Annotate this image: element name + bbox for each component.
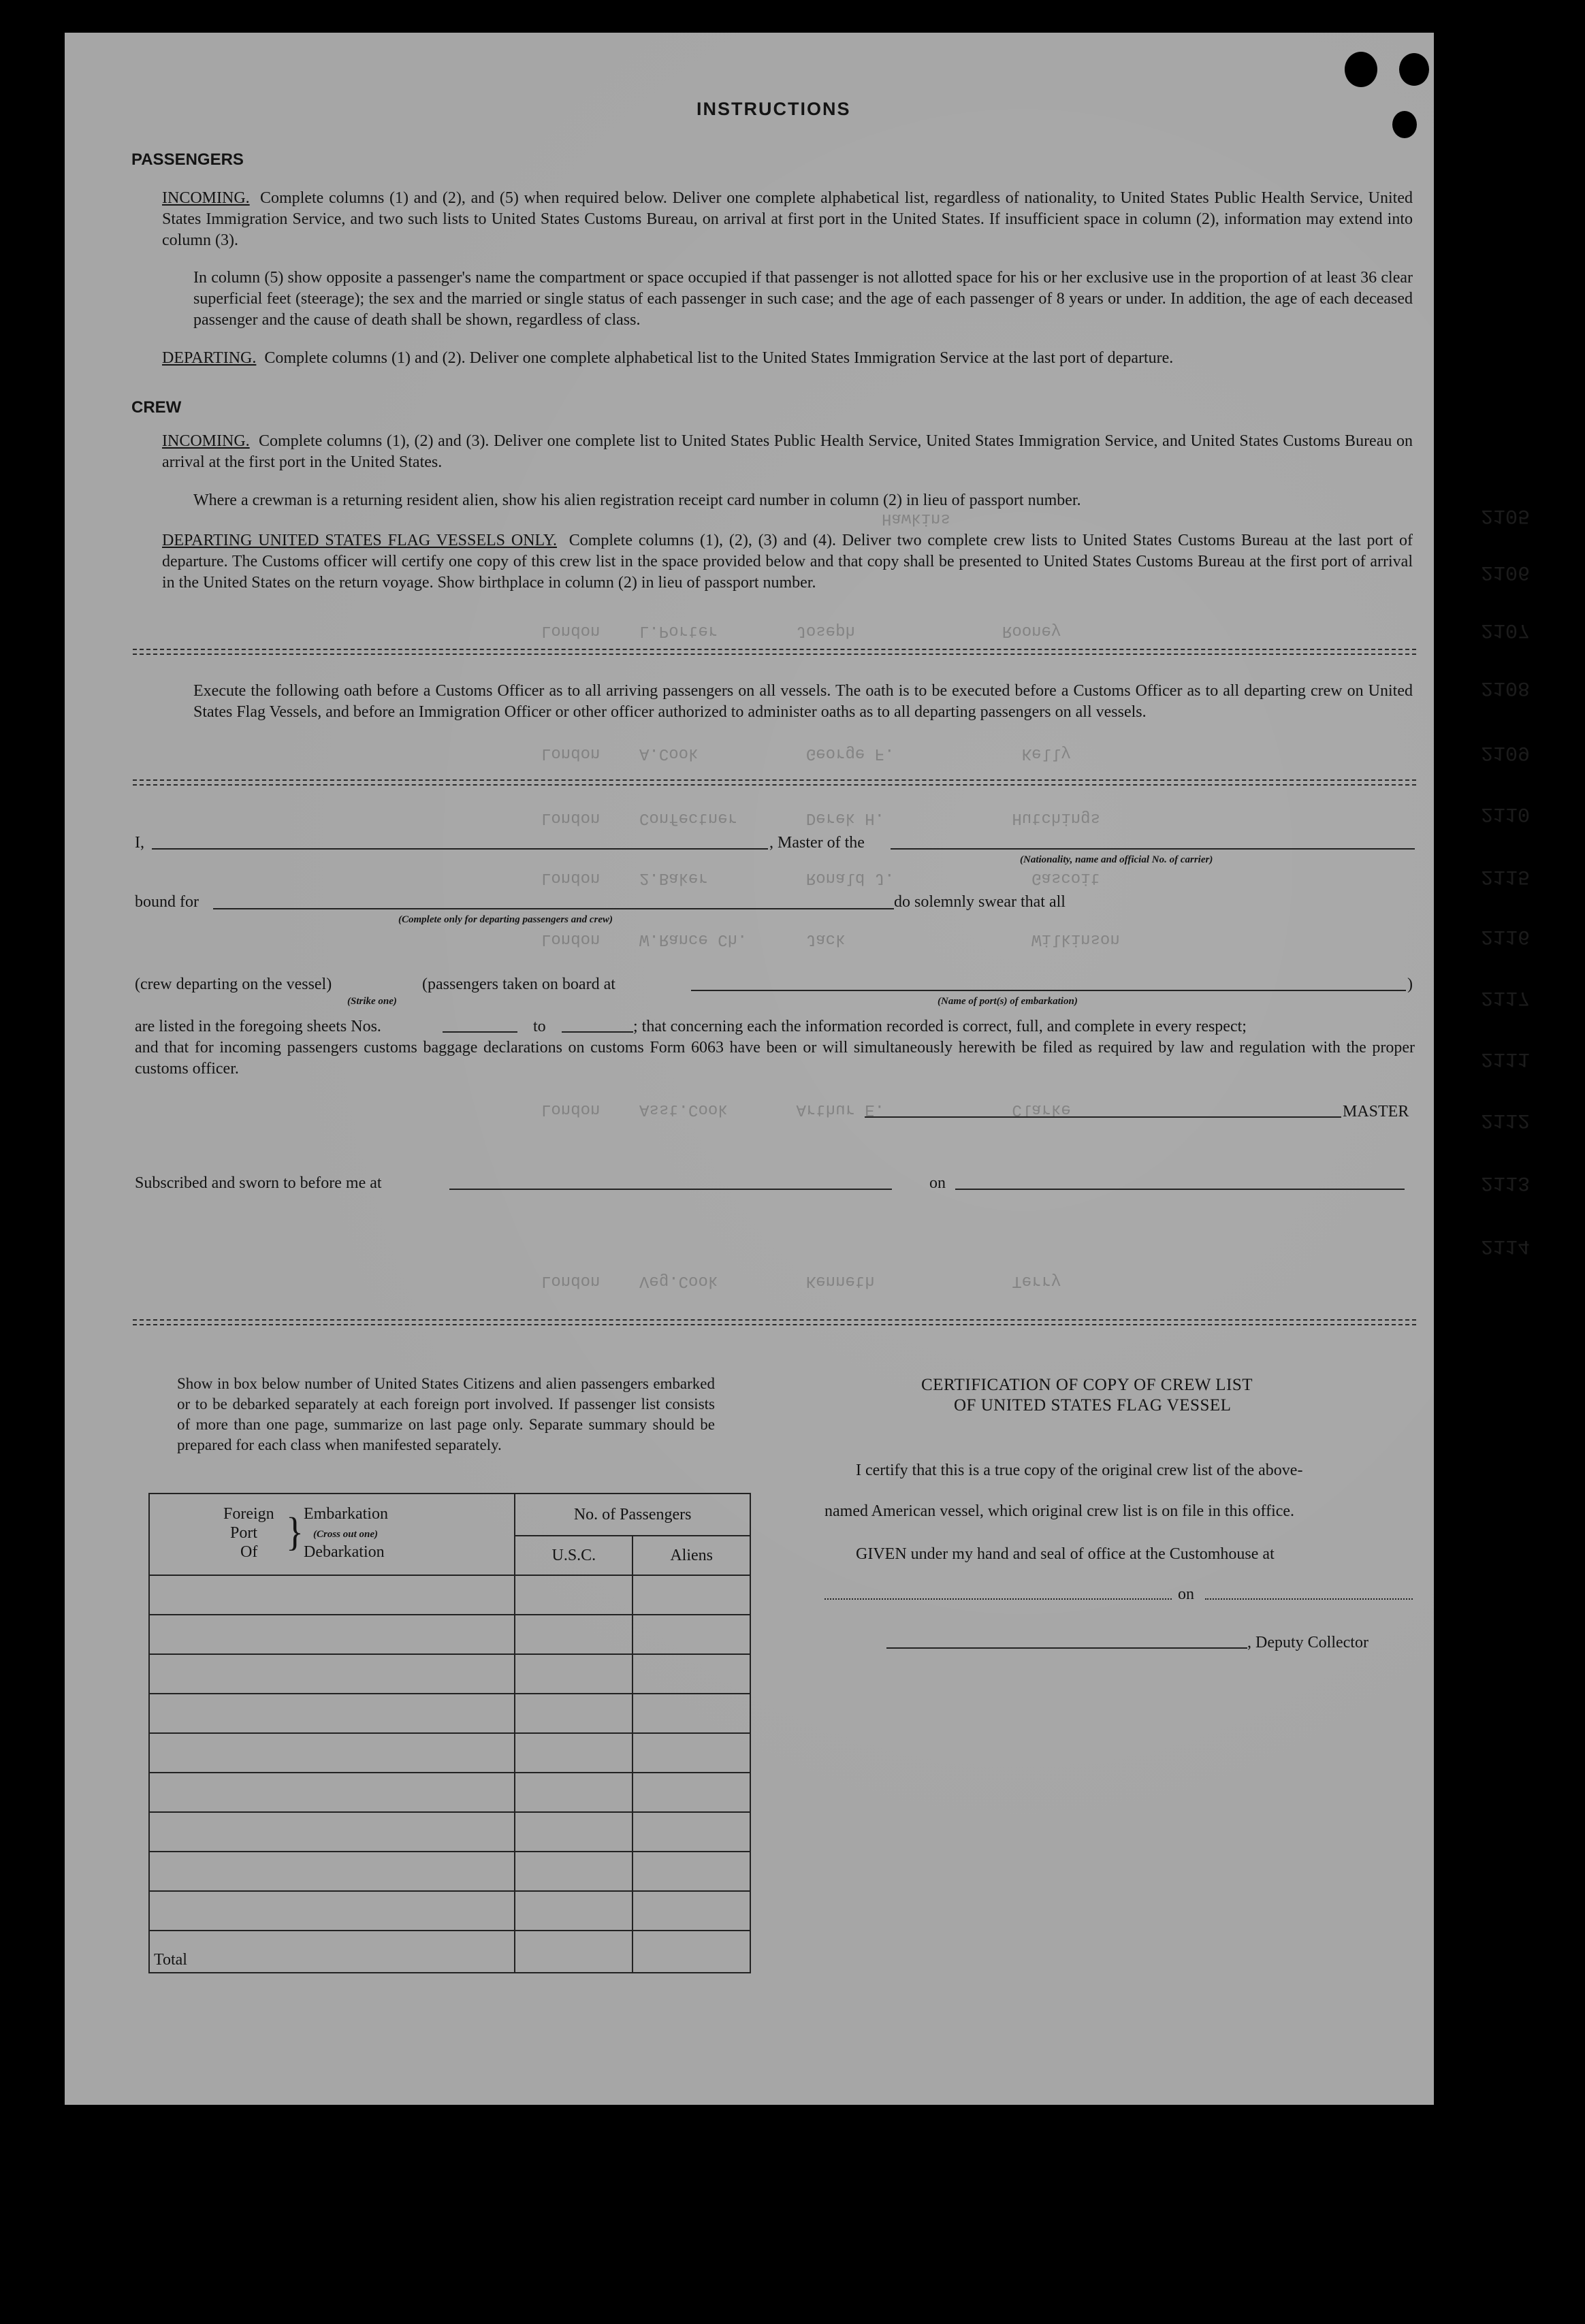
sheet-from-field[interactable]: [443, 1031, 517, 1033]
port-cell[interactable]: [149, 1654, 515, 1694]
usc-cell[interactable]: [515, 1891, 633, 1931]
embarkation-label[interactable]: Embarkation: [304, 1505, 388, 1523]
certification-on-label: on: [1178, 1585, 1194, 1603]
passengers-departing-label: DEPARTING.: [162, 349, 257, 367]
crew-departing-text: Complete columns (1), (2), (3) and (4). Deliver two complete crew lists to United States Customs Bureau at the last port of departure. The Customs officer will certify one copy of this crew list in the space provided below and that copy shall be presented to United States Customs Bureau at the first port of arrival in the United States on the return voyage. Show birthplace in column (2) in lieu of passport number.: [162, 532, 1413, 592]
aliens-cell[interactable]: [633, 1575, 750, 1615]
port-cell[interactable]: [149, 1891, 515, 1931]
usc-cell[interactable]: [515, 1852, 633, 1891]
oath-intro: Execute the following oath before a Customs Officer as to all arriving passengers on all vessels. The oath is to be executed before a Customs Officer as to all departing crew on United States Flag Vessels, and before an Immigration Officer or other officer authorized to administer oaths as to all departing passengers on all vessels.: [193, 682, 1413, 721]
aliens-cell[interactable]: [633, 1812, 750, 1852]
bleed-through-number: 2113: [1481, 1171, 1531, 1194]
usc-cell[interactable]: [515, 1694, 633, 1733]
bleed-through-text: Hawkins: [882, 509, 950, 528]
bleed-through-number: 2108: [1481, 676, 1531, 699]
page-title: INSTRUCTIONS: [697, 99, 851, 119]
certification-title-2: OF UNITED STATES FLAG VESSEL: [954, 1396, 1232, 1415]
passengers-incoming-label: INCOMING.: [162, 189, 250, 207]
port-cell[interactable]: [149, 1694, 515, 1733]
section-divider: [133, 1319, 1416, 1321]
deputy-collector-signature[interactable]: [886, 1647, 1247, 1649]
crew-incoming-label: INCOMING.: [162, 432, 250, 450]
to-label: to: [533, 1018, 546, 1035]
bleed-through-number: 2114: [1481, 1234, 1531, 1257]
debarkation-label[interactable]: Debarkation: [304, 1543, 385, 1561]
ink-blot: [1437, 60, 1462, 90]
aliens-cell[interactable]: [633, 1654, 750, 1694]
usc-cell[interactable]: [515, 1733, 633, 1773]
bleed-through-text: London L.Porter Joseph Rooney: [541, 622, 1061, 640]
strike-one-caption: (Strike one): [347, 996, 397, 1007]
column5-paragraph: In column (5) show opposite a passenger's name the compartment or space occupied if that passenger is not allotted space for his or her exclusive use in the proportion of at least 36 clear superficial feet (steerage); the sex and the married or single status of each passenger in such case; and the age of each passenger of 8 years or under. In addition, the age of each deceased passenger and the cause of death shall be shown, regardless of class.: [193, 269, 1413, 329]
bleed-through-text: London W.Rance Ch. Jack Wilkinson: [541, 930, 1120, 948]
aliens-cell[interactable]: [633, 1852, 750, 1891]
port-cell[interactable]: [149, 1773, 515, 1812]
foreign-port-header: [149, 1494, 515, 1575]
crew-departing-paragraph: [162, 530, 1413, 594]
bleed-through-text: London Confectner Derek H. Hutchings: [541, 809, 1100, 827]
master-of-label: , Master of the: [769, 834, 865, 852]
ink-blot: [1392, 111, 1417, 138]
usc-cell[interactable]: [515, 1654, 633, 1694]
section-divider: [133, 779, 1416, 781]
certify-line-1: I certify that this is a true copy of the original crew list of the above-: [856, 1462, 1303, 1479]
sheet-to-field[interactable]: [562, 1031, 633, 1033]
certification-date-field[interactable]: [1205, 1598, 1413, 1600]
aliens-total-cell[interactable]: [633, 1931, 750, 1973]
aliens-cell[interactable]: [633, 1694, 750, 1733]
crew-resident-paragraph: Where a crewman is a returning resident alien, show his alien registration receipt card number in column (2) in lieu of passport number.: [193, 491, 1081, 509]
bleed-through-text: London 2.Baker Ronald J. Gascoit: [541, 869, 1100, 887]
baggage-text: and that for incoming passengers customs baggage declarations on customs Form 6063 have been or will simultaneously herewith be filed as required by law and regulation with the proper customs officer.: [135, 1039, 1415, 1078]
crew-incoming-text: Complete columns (1), (2) and (3). Deliver one complete list to United States Public Health Service, United States Immigration Service, and United States Customs Bureau on arrival at the first port in the United States.: [162, 432, 1413, 471]
bleed-through-number: 2116: [1481, 924, 1531, 948]
total-label: Total: [149, 1931, 515, 1973]
aliens-cell[interactable]: [633, 1615, 750, 1654]
listed-rest: ; that concerning each the information recorded is correct, full, and complete in every respect;: [633, 1018, 1247, 1035]
certification-title-1: CERTIFICATION OF COPY OF CREW LIST: [921, 1376, 1253, 1394]
bleed-through-text: London Asst.Cook Arthur E. Clarke: [541, 1100, 1071, 1118]
port-label: Port: [230, 1524, 258, 1542]
ink-blot: [1345, 52, 1377, 87]
summary-instructions: Show in box below number of United States Citizens and alien passengers embarked or to be debarked separately at each foreign port involved. If passenger list consists of more than one page, summarize on last page only. Separate summary should be prepared for each class when manifested separately.: [177, 1375, 715, 1453]
port-cell[interactable]: [149, 1575, 515, 1615]
bleed-through-number: 2112: [1481, 1108, 1531, 1131]
usc-header: U.S.C.: [515, 1536, 633, 1575]
crew-incoming-paragraph: [162, 431, 1413, 473]
crew-heading: CREW: [131, 398, 182, 417]
master-label: MASTER: [1343, 1103, 1409, 1120]
close-paren: ): [1407, 975, 1413, 993]
bleed-through-number: 2109: [1481, 741, 1531, 764]
bleed-through-text: London Veg.Cook Kenneth Terry: [541, 1272, 1061, 1290]
port-cell[interactable]: [149, 1852, 515, 1891]
usc-cell[interactable]: [515, 1615, 633, 1654]
subscribed-label: Subscribed and sworn to before me at: [135, 1174, 382, 1192]
passengers-taken-option[interactable]: (passengers taken on board at: [422, 975, 615, 993]
section-divider: [133, 649, 1416, 650]
port-cell[interactable]: [149, 1733, 515, 1773]
bleed-through-number: 2110: [1481, 802, 1531, 825]
cross-out-caption: (Cross out one): [313, 1529, 379, 1540]
sworn-at-field[interactable]: [449, 1189, 892, 1190]
bleed-through-number: 2106: [1481, 560, 1531, 583]
aliens-cell[interactable]: [633, 1733, 750, 1773]
bleed-through-number: 2107: [1481, 618, 1531, 641]
section-divider: [133, 653, 1416, 655]
passengers-heading: PASSENGERS: [131, 150, 244, 169]
usc-cell[interactable]: [515, 1575, 633, 1615]
aliens-header: Aliens: [633, 1536, 750, 1575]
aliens-cell[interactable]: [633, 1773, 750, 1812]
master-signature-field[interactable]: [865, 1116, 1341, 1118]
crew-departing-label: DEPARTING UNITED STATES FLAG VESSELS ONLY.: [162, 532, 558, 549]
port-cell[interactable]: [149, 1615, 515, 1654]
passengers-departing-text: Complete columns (1) and (2). Deliver one complete alphabetical list to the United States Immigration Service at the last port of departure.: [264, 349, 1174, 367]
customhouse-field[interactable]: [824, 1598, 1172, 1600]
complete-only-caption: (Complete only for departing passengers and crew): [398, 914, 613, 925]
oath-i-label: I,: [135, 834, 144, 852]
section-divider: [133, 784, 1416, 786]
sworn-on-label: on: [929, 1174, 946, 1192]
port-cell[interactable]: [149, 1812, 515, 1852]
listed-in-label: are listed in the foregoing sheets Nos.: [135, 1018, 381, 1035]
given-line: GIVEN under my hand and seal of office at the Customhouse at: [856, 1545, 1275, 1563]
bleed-through-number: 2117: [1481, 986, 1531, 1009]
section-divider: [133, 1324, 1416, 1325]
deputy-collector-label: , Deputy Collector: [1247, 1634, 1368, 1651]
ports-caption: (Name of port(s) of embarkation): [938, 996, 1078, 1007]
passengers-incoming-text: Complete columns (1) and (2), and (5) when required below. Deliver one complete alphabetical list, regardless of nationality, to United States Public Health Service, United States Immigration Service, and two such lists to United States Customs Bureau, on arrival at first port in the United States. If insufficient space in column (2), information may extend into column (3).: [162, 189, 1413, 249]
usc-cell[interactable]: [515, 1812, 633, 1852]
crew-departing-option[interactable]: (crew departing on the vessel): [135, 975, 332, 993]
form-sheet: [65, 33, 1531, 2105]
foreign-label: Foreign: [223, 1505, 274, 1523]
nationality-caption: (Nationality, name and official No. of carrier): [1020, 854, 1213, 865]
certify-line-2: named American vessel, which original crew list is on file in this office.: [824, 1502, 1295, 1520]
passengers-departing-paragraph: [162, 348, 1449, 369]
sworn-on-field[interactable]: [955, 1189, 1405, 1190]
master-name-field[interactable]: [152, 848, 768, 850]
of-label: Of: [240, 1543, 258, 1561]
bound-for-label: bound for: [135, 893, 199, 911]
bleed-through-text: London A.Cook George F. Kelly: [541, 744, 1071, 762]
swear-label: do solemnly swear that all: [894, 893, 1066, 911]
no-of-passengers-header: No. of Passengers: [515, 1494, 750, 1536]
passenger-summary-table: [148, 1493, 751, 1973]
passengers-incoming-paragraph: [162, 188, 1413, 251]
bleed-through-number: 2111: [1481, 1047, 1531, 1070]
bleed-through-number: 2105: [1481, 504, 1531, 527]
usc-cell[interactable]: [515, 1773, 633, 1812]
aliens-cell[interactable]: [633, 1891, 750, 1931]
ink-blot: [1399, 53, 1429, 86]
bleed-through-number: 2115: [1481, 865, 1531, 888]
usc-total-cell[interactable]: [515, 1931, 633, 1973]
brace: }: [286, 1509, 304, 1554]
